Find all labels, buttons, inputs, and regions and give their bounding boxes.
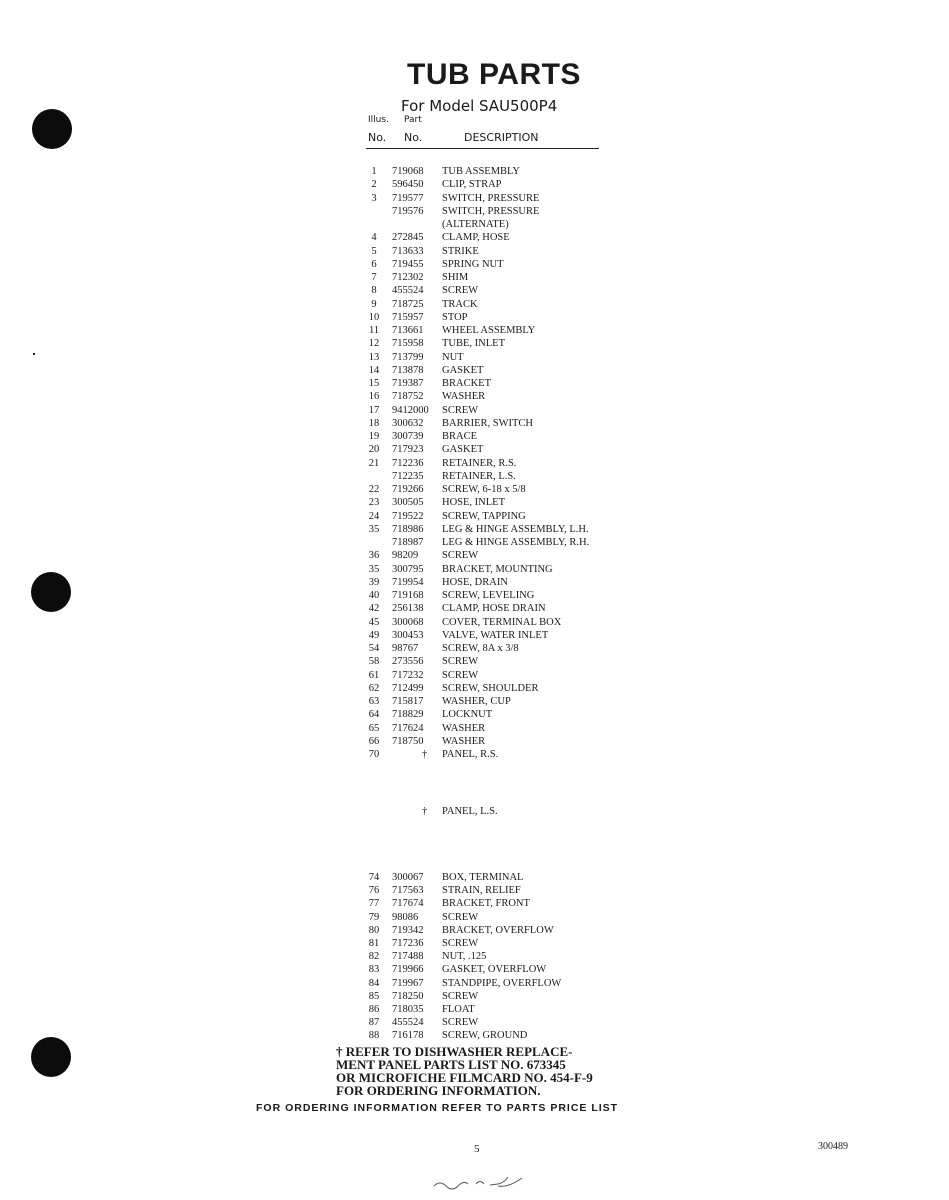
illus-number: 15: [368, 378, 380, 389]
part-description: SCREW: [442, 1017, 479, 1029]
part-number: 712302: [392, 272, 424, 283]
illus-number: 22: [368, 484, 380, 495]
part-number: 718035: [392, 1004, 424, 1015]
part-description: GASKET: [442, 444, 484, 456]
illus-number: 45: [368, 616, 380, 628]
part-number: 715817: [392, 696, 424, 707]
part-number: 717923: [392, 444, 424, 456]
part-number: 713633: [392, 245, 424, 257]
part-number: 719387: [392, 378, 424, 389]
part-number: 719967: [392, 977, 424, 989]
part-description: PANEL, L.S.: [442, 806, 498, 817]
illus-number: 6: [371, 258, 377, 270]
part-description: NUT, .125: [442, 951, 487, 963]
part-description: RETAINER, R.S.: [442, 457, 517, 469]
part-number: 300739: [392, 431, 424, 442]
header-part-no: No.: [404, 131, 423, 144]
illus-number: 79: [368, 911, 380, 923]
illus-number: 35: [368, 523, 380, 535]
illus-number: 42: [368, 603, 380, 615]
part-description: BRACKET: [442, 378, 492, 389]
illus-number: 10: [368, 311, 380, 323]
binder-hole-bottom: [31, 1037, 71, 1077]
illus-number: 3: [371, 192, 377, 204]
part-number: 717624: [392, 722, 424, 734]
part-number: 719954: [392, 576, 424, 588]
part-description: WASHER, CUP: [442, 696, 511, 707]
illus-number: 61: [368, 669, 380, 681]
part-description: STOP: [442, 311, 468, 323]
part-number: 718725: [392, 298, 424, 310]
part-description: CLAMP, HOSE: [442, 232, 510, 244]
illus-number: 36: [368, 550, 380, 562]
part-number: 712236: [392, 457, 424, 469]
part-number: 719342: [392, 924, 424, 936]
part-description: BARRIER, SWITCH: [442, 417, 534, 429]
part-description: SCREW: [442, 656, 479, 668]
part-number: 596450: [392, 179, 424, 191]
part-description: TUBE, INLET: [442, 338, 505, 350]
part-description: NUT: [442, 351, 464, 363]
part-number: 716178: [392, 1030, 424, 1042]
illus-number: 84: [368, 977, 380, 989]
part-number: 98086: [392, 911, 419, 923]
part-description: STRIKE: [442, 245, 479, 257]
part-description: CLIP, STRAP: [442, 179, 502, 191]
illus-number: 87: [368, 1017, 380, 1029]
part-description: (ALTERNATE): [442, 219, 509, 230]
illus-number: 18: [368, 417, 380, 429]
part-description: SCREW: [442, 669, 479, 681]
ordering-info-line: FOR ORDERING INFORMATION REFER TO PARTS PRICE LIST: [256, 1102, 619, 1114]
footnote-line: OR MICROFICHE FILMCARD NO. 454-F-9: [336, 1070, 593, 1085]
illus-number: 5: [371, 245, 377, 257]
illus-number: 13: [368, 351, 380, 363]
illus-number: 1: [371, 166, 377, 177]
illus-number: 16: [368, 391, 380, 403]
header-rule: [366, 148, 599, 149]
part-number: 713878: [392, 364, 424, 376]
part-number: 719168: [392, 590, 424, 601]
part-number: 719068: [392, 166, 424, 177]
part-description: GASKET: [442, 364, 484, 376]
part-number: 718752: [392, 391, 424, 403]
part-description: LOCKNUT: [442, 709, 493, 721]
part-number: 717563: [392, 885, 424, 897]
handwritten-scrawl: [432, 1172, 532, 1192]
illus-number: 14: [368, 364, 380, 376]
part-description: SWITCH, PRESSURE: [442, 205, 540, 217]
part-description: TRACK: [442, 298, 478, 310]
part-description: BRACKET, OVERFLOW: [442, 924, 554, 936]
part-number: 719576: [392, 205, 424, 217]
part-number: 273556: [392, 656, 424, 668]
header-description: DESCRIPTION: [464, 131, 539, 144]
header-illus-no: No.: [368, 131, 387, 144]
part-number: 719577: [392, 192, 424, 204]
illus-number: 39: [368, 576, 380, 588]
part-description: SCREW, LEVELING: [442, 590, 535, 601]
part-number: 715958: [392, 338, 424, 350]
binder-hole-middle: [31, 572, 71, 612]
illus-number: 64: [368, 709, 380, 721]
illus-number: 54: [368, 643, 380, 654]
part-description: SCREW: [442, 550, 479, 562]
illus-number: 11: [368, 325, 380, 336]
illus-number: 24: [368, 510, 380, 522]
part-description: WASHER: [442, 391, 486, 403]
illus-number: 17: [368, 404, 380, 416]
part-description: SCREW, SHOULDER: [442, 682, 539, 694]
footnote: [336, 1045, 636, 1097]
illus-number: 74: [368, 872, 380, 883]
binder-hole-top: [32, 109, 72, 149]
illus-number: 2: [371, 179, 377, 191]
part-number: 718986: [392, 523, 424, 535]
part-number: 718250: [392, 990, 424, 1002]
illus-number: 9: [371, 298, 377, 310]
part-number: †: [422, 749, 428, 760]
part-number: 300632: [392, 417, 424, 429]
illus-number: 81: [368, 938, 380, 949]
illus-number: 65: [368, 722, 380, 734]
document-code: 300489: [818, 1141, 848, 1152]
part-description: PANEL, R.S.: [442, 749, 499, 760]
part-description: SHIM: [442, 272, 469, 283]
part-description: SWITCH, PRESSURE: [442, 192, 540, 204]
part-description: CLAMP, HOSE DRAIN: [442, 603, 546, 615]
part-number: 717236: [392, 938, 424, 949]
part-description: SCREW: [442, 404, 479, 416]
illus-number: 66: [368, 735, 380, 747]
part-description: SPRING NUT: [442, 258, 504, 270]
part-number: 718750: [392, 735, 424, 747]
part-description: HOSE, DRAIN: [442, 576, 508, 588]
part-number: 300453: [392, 629, 424, 641]
illus-number: 62: [368, 682, 380, 694]
part-description: GASKET, OVERFLOW: [442, 964, 547, 976]
illus-number: 40: [368, 590, 380, 601]
part-description: BRACKET, FRONT: [442, 898, 530, 910]
part-number: 300795: [392, 563, 424, 575]
part-description: SCREW: [442, 938, 479, 949]
part-number: 718987: [392, 537, 424, 548]
part-description: WASHER: [442, 722, 486, 734]
header-part-label: Part: [404, 115, 422, 125]
footnote-line: † REFER TO DISHWASHER REPLACE-: [336, 1044, 573, 1059]
illus-number: 70: [368, 749, 380, 760]
illus-number: 88: [368, 1030, 380, 1042]
part-description: BRACKET, MOUNTING: [442, 563, 553, 575]
part-number: 713661: [392, 325, 424, 336]
page-title: TUB PARTS: [407, 58, 581, 91]
part-number: 256138: [392, 603, 424, 615]
part-description: LEG & HINGE ASSEMBLY, R.H.: [442, 537, 590, 548]
part-number: 719966: [392, 964, 424, 976]
part-number: 98767: [392, 643, 419, 654]
part-number: 715957: [392, 311, 424, 323]
illus-number: 76: [368, 885, 380, 897]
part-description: FLOAT: [442, 1004, 475, 1015]
part-number: 719522: [392, 510, 424, 522]
illus-number: 82: [368, 951, 380, 963]
illus-number: 21: [368, 457, 380, 469]
illus-number: 35: [368, 563, 380, 575]
illus-number: 80: [368, 924, 380, 936]
part-description: STRAIN, RELIEF: [442, 885, 521, 897]
part-description: SCREW, GROUND: [442, 1030, 528, 1042]
part-description: SCREW, TAPPING: [442, 510, 526, 522]
part-number: 717674: [392, 898, 424, 910]
part-description: BRACE: [442, 431, 478, 442]
illus-number: 7: [371, 272, 377, 283]
illus-number: 58: [368, 656, 380, 668]
page-number: 5: [474, 1143, 480, 1155]
illus-number: 8: [371, 285, 377, 297]
illus-number: 12: [368, 338, 380, 350]
part-description: HOSE, INLET: [442, 497, 505, 509]
model-line: For Model SAU500P4: [401, 97, 558, 115]
illus-number: 83: [368, 964, 380, 976]
illus-number: 63: [368, 696, 380, 707]
illus-number: 86: [368, 1004, 380, 1015]
illus-number: 77: [368, 898, 380, 910]
part-description: SCREW: [442, 911, 479, 923]
part-number: 712235: [392, 470, 424, 482]
footnote-line: MENT PANEL PARTS LIST NO. 673345: [336, 1057, 566, 1072]
part-description: LEG & HINGE ASSEMBLY, L.H.: [442, 523, 589, 535]
part-number: 455524: [392, 285, 424, 297]
part-number: 712499: [392, 682, 424, 694]
illus-number: 19: [368, 431, 380, 442]
part-number: 719455: [392, 258, 424, 270]
part-number: †: [422, 806, 428, 817]
part-description: STANDPIPE, OVERFLOW: [442, 977, 562, 989]
part-description: WHEEL ASSEMBLY: [442, 325, 536, 336]
illus-number: 49: [368, 629, 380, 641]
speck: [33, 353, 35, 355]
part-number: 300068: [392, 616, 424, 628]
part-description: SCREW: [442, 285, 479, 297]
part-number: 713799: [392, 351, 424, 363]
part-number: 717232: [392, 669, 424, 681]
part-number: 300067: [392, 872, 424, 883]
part-number: 9412000: [392, 404, 429, 416]
part-number: 718829: [392, 709, 424, 721]
part-description: RETAINER, L.S.: [442, 470, 516, 482]
part-description: WASHER: [442, 735, 486, 747]
part-number: 272845: [392, 232, 424, 244]
illus-number: 20: [368, 444, 380, 456]
part-description: SCREW, 8A x 3/8: [442, 643, 519, 654]
part-number: 455524: [392, 1017, 424, 1029]
part-description: TUB ASSEMBLY: [442, 166, 521, 177]
footnote-line: FOR ORDERING INFORMATION.: [336, 1083, 541, 1098]
illus-number: 85: [368, 990, 380, 1002]
part-description: COVER, TERMINAL BOX: [442, 616, 562, 628]
part-number: 98209: [392, 550, 419, 562]
part-number: 300505: [392, 497, 424, 509]
part-number: 717488: [392, 951, 424, 963]
part-description: SCREW: [442, 990, 479, 1002]
illus-number: 23: [368, 497, 380, 509]
illus-number: 4: [371, 232, 377, 244]
part-description: VALVE, WATER INLET: [442, 629, 549, 641]
part-description: BOX, TERMINAL: [442, 872, 524, 883]
header-illus-label: Illus.: [368, 115, 389, 125]
table-header: [368, 131, 600, 149]
part-description: SCREW, 6-18 x 5/8: [442, 484, 526, 495]
part-number: 719266: [392, 484, 424, 495]
